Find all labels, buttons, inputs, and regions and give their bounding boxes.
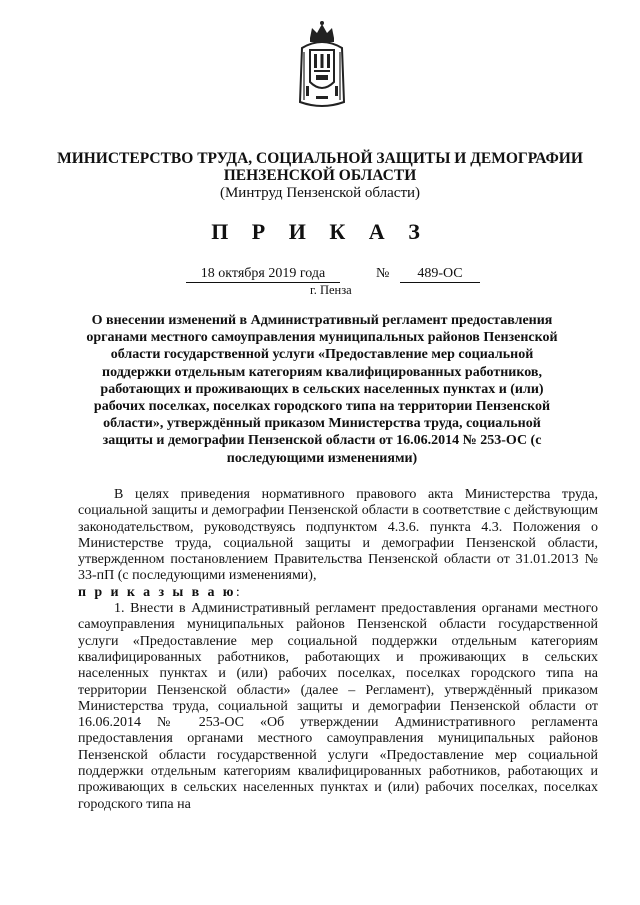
preamble-text: В целях приведения нормативного правового акта Министерства труда, социальной защиты и демографии Пензенской области в соответствие с действующим законодательством, руководствуясь подпунктом 4.3.6. пункта 4.3. Положения о Министерстве труда, социальной защиты и демографии Пензенской области, утвержденном постановлением Правительства Пензенской области от 31.01.2013 № 33-пП (с последующими изменениями), — [78, 487, 598, 584]
ministry-name-line2: ПЕНЗЕНСКОЙ ОБЛАСТИ — [223, 167, 417, 184]
document-body — [78, 487, 598, 813]
document-city: г. Пенза — [310, 283, 352, 297]
number-sign: № — [376, 266, 390, 281]
document-number: 489-ОС — [400, 265, 480, 283]
ministry-short-name: (Минтруд Пензенской области) — [219, 185, 421, 201]
body-preamble — [78, 487, 598, 601]
document-title: П Р И К А З — [211, 219, 429, 244]
document-subject: О внесении изменений в Административный регламент предоставления органами местного самоуправления муниципальных районов Пензенской области государственной услуги «Предоставление мер социальной поддержки отдельным категориям квалифицированных работников, работающих и проживающих в сельских населенных пунктах и (или) рабочих поселках, поселках городского типа на территории Пензенской области», утверждённый приказом Министерства труда, социальной защиты и демографии Пензенской области от 16.06.2014 № 253-ОС (с последующими изменениями) — [86, 313, 558, 466]
ministry-name-line1: МИНИСТЕРСТВО ТРУДА, СОЦИАЛЬНОЙ ЗАЩИТЫ И ДЕМОГРАФИИ — [57, 150, 583, 167]
body-item-1: 1. Внести в Административный регламент предоставления органами местного самоуправления муниципальных районов Пензенской области государственной услуги «Предоставление мер социальной поддержки отдельным категориям квалифицированных работников, работающих и проживающих в сельских населенных пунктах и (или) рабочих поселках, поселках городского типа на территории Пензенской области» (далее – Регламент), утверждённый приказом Министерства труда, социальной защиты и демографии Пензенской области от 16.06.2014 № 253-ОС «Об утверждении Административного регламента предоставления органами местного самоуправления муниципальных районов Пензенской области государственной услуги «Предоставление мер социальной поддержки отдельным категориям квалифицированных работников, работающих и проживающих в сельских населенных пунктах и (или) рабочих поселках, поселках городского типа на — [78, 601, 598, 812]
coat-of-arms-emblem — [296, 20, 348, 110]
orders-word: п р и к а з ы в а ю — [78, 584, 236, 600]
orders-colon: : — [235, 584, 240, 600]
document-date: 18 октября 2019 года — [186, 265, 340, 283]
